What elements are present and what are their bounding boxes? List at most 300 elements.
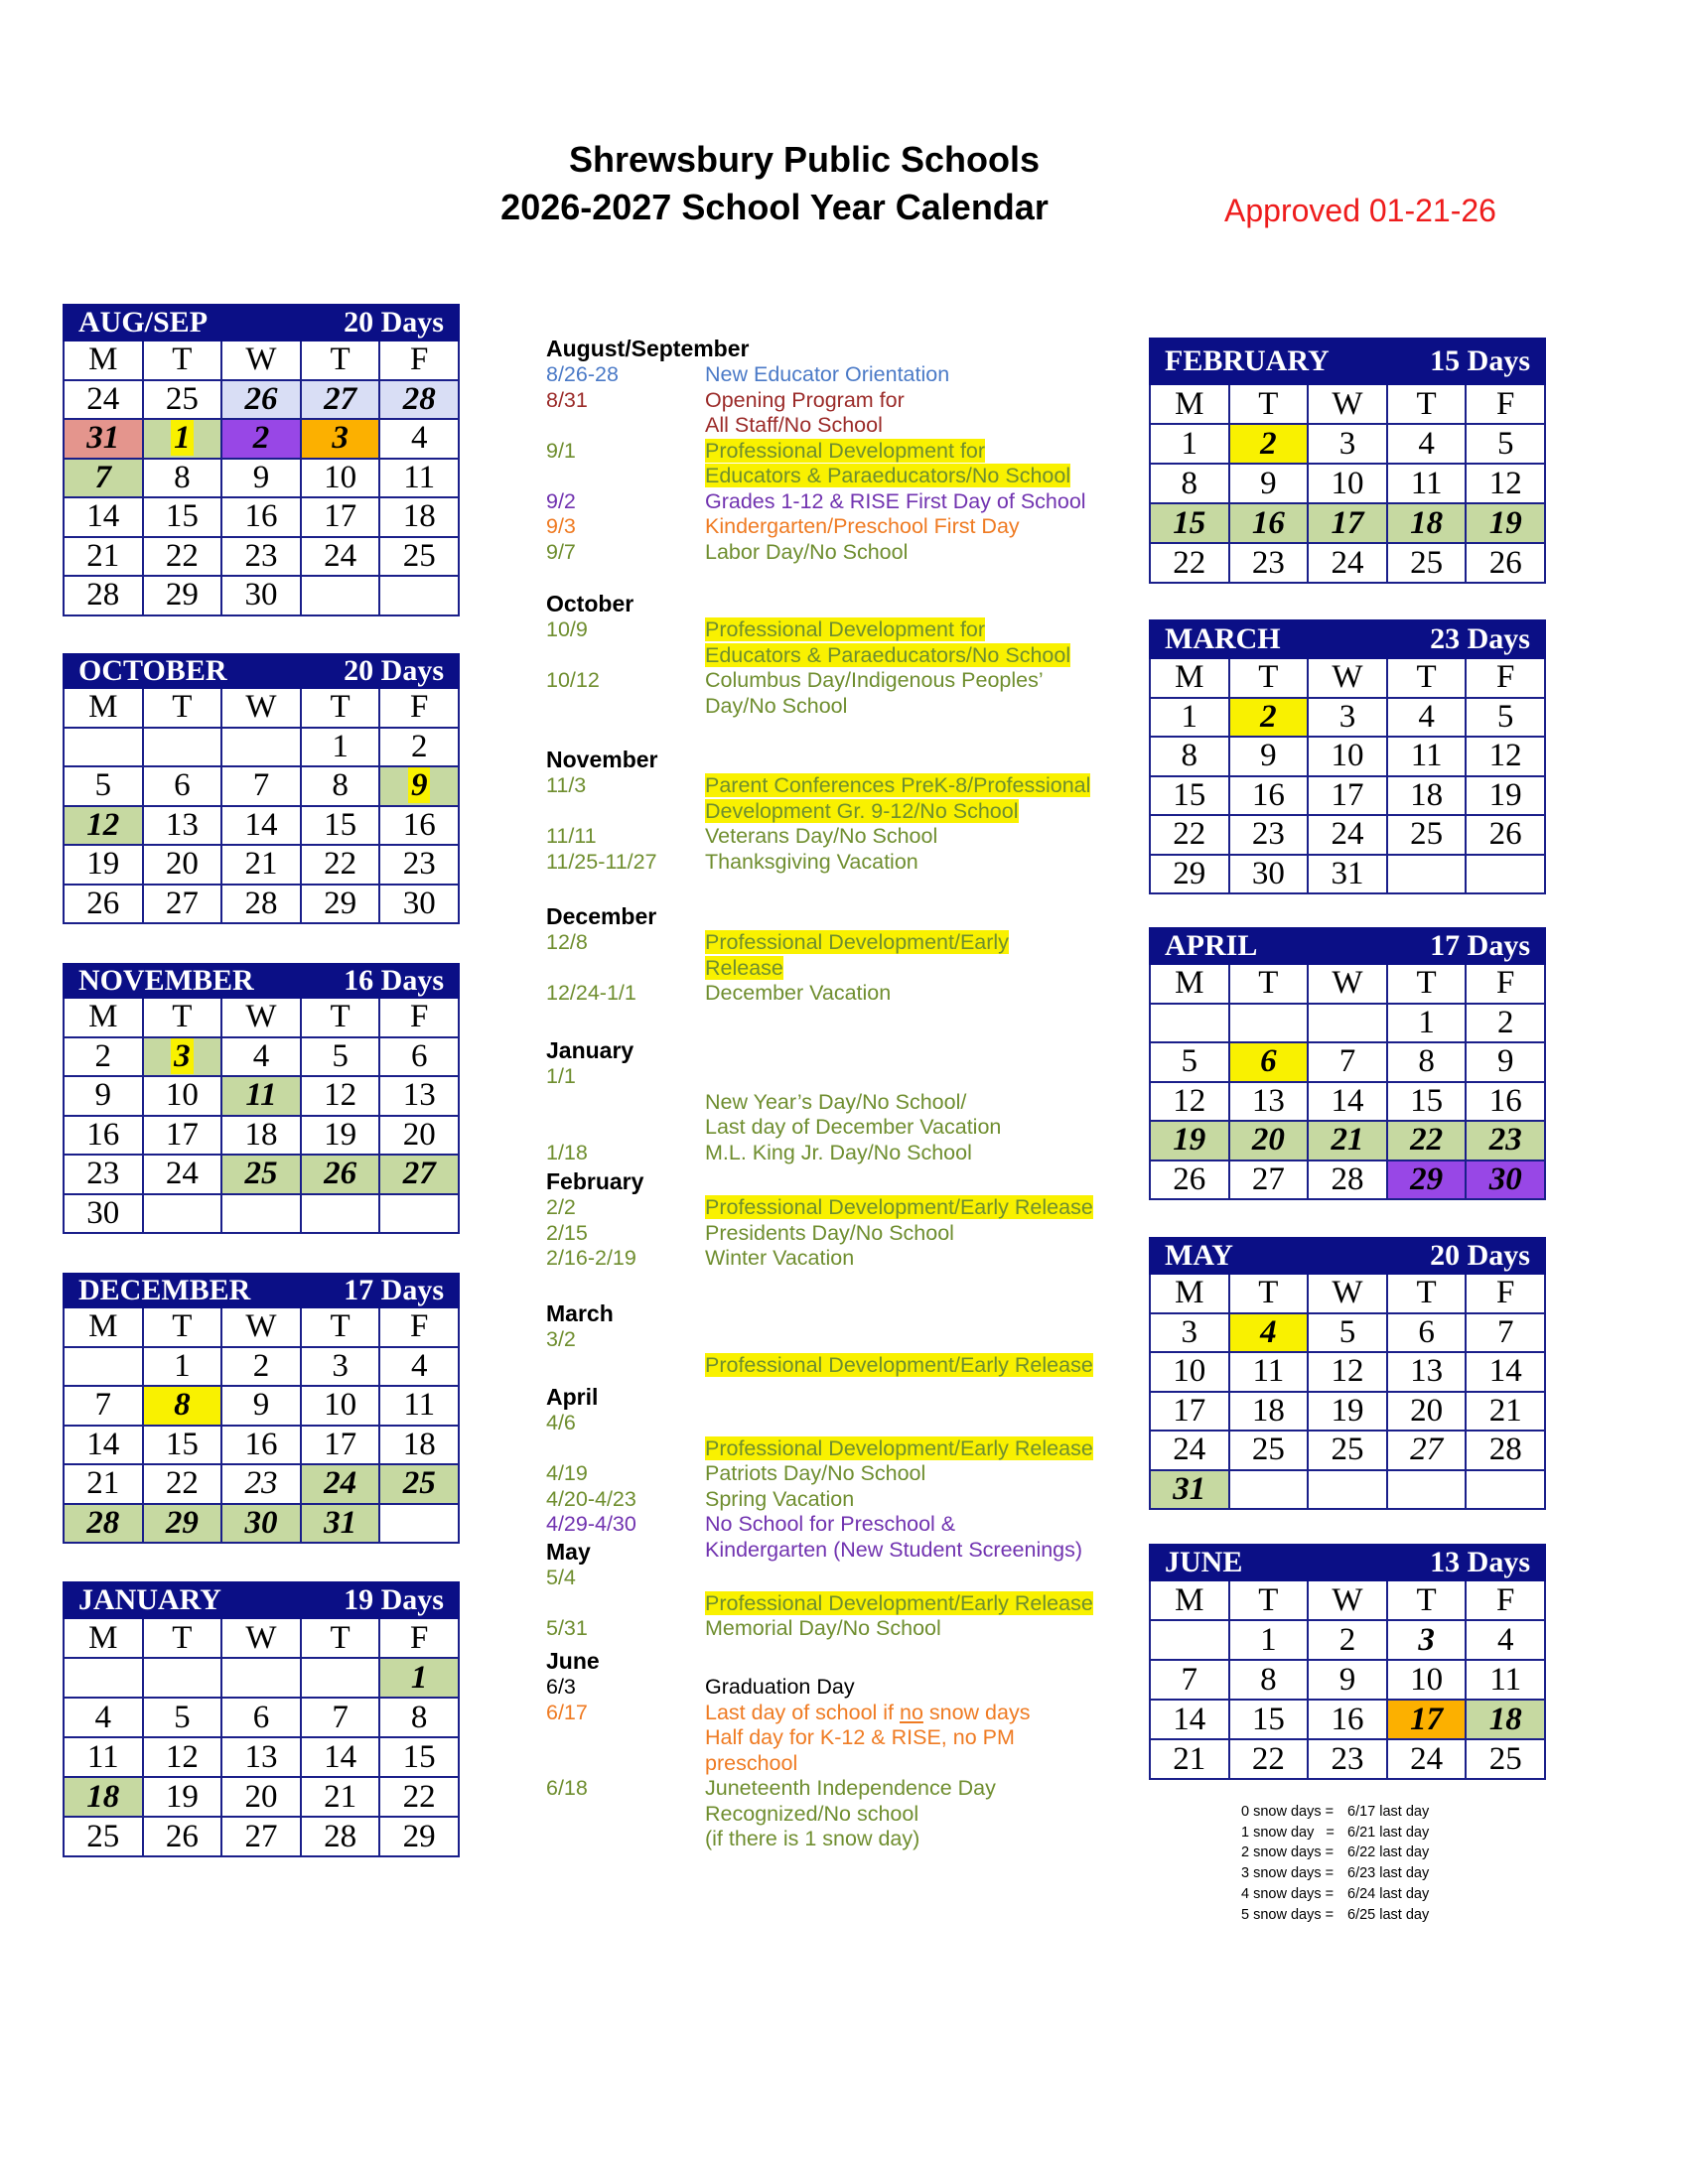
- weekday-header: F: [1466, 1580, 1545, 1620]
- empty-cell: [1466, 1470, 1545, 1510]
- note-text: [705, 930, 1132, 981]
- note-text: [705, 1327, 1132, 1378]
- note-line: Educators & Paraeducators/No School: [705, 464, 1071, 487]
- note-date: 2/16-2/19: [546, 1246, 636, 1270]
- note-line: Professional Development/Early Release: [705, 1435, 1093, 1460]
- calendar-april: [1149, 927, 1546, 1200]
- note-text: [705, 489, 1132, 515]
- note-row: [546, 1141, 1142, 1166]
- note-row: [546, 981, 1142, 1007]
- day-cell: 20: [221, 1777, 301, 1817]
- day-cell: 4: [221, 1037, 301, 1077]
- day-cell: 10: [301, 459, 380, 498]
- day-cell: 4: [1229, 1313, 1309, 1353]
- day-cell: 3: [301, 1347, 380, 1387]
- weekday-header: F: [379, 341, 459, 380]
- day-cell: 29: [1150, 855, 1229, 894]
- day-cell: 25: [143, 380, 222, 420]
- day-cell: 11: [1387, 737, 1467, 776]
- note-line: Professional Development/Early: [705, 930, 1009, 954]
- note-line: Professional Development/Early Release: [705, 1195, 1093, 1219]
- day-cell: 18: [1387, 503, 1467, 543]
- day-cell: 26: [1466, 815, 1545, 855]
- weekday-header: T: [143, 998, 222, 1037]
- notes-section-heading: November: [546, 747, 658, 772]
- school-days-count: 23 Days: [1387, 620, 1545, 658]
- day-cell: 1: [1150, 698, 1229, 738]
- note-row: [546, 1195, 1142, 1221]
- calendar-october: [63, 653, 460, 924]
- day-cell: 16: [1229, 503, 1309, 543]
- day-cell: [143, 419, 222, 459]
- weekday-header: T: [143, 341, 222, 380]
- snow-day-count: 1 snow day =: [1241, 1824, 1335, 1841]
- day-cell: 18: [1466, 1700, 1545, 1739]
- day-cell: 8: [1150, 464, 1229, 503]
- note-text: [705, 1776, 1132, 1852]
- day-cell: [143, 1037, 222, 1077]
- note-row: [546, 439, 1142, 489]
- day-cell: 1: [1387, 1004, 1467, 1043]
- note-date: 11/11: [546, 824, 597, 848]
- day-cell: 17: [301, 497, 380, 537]
- day-cell: 22: [1387, 1121, 1467, 1160]
- day-cell: 22: [143, 537, 222, 577]
- empty-cell: [301, 1194, 380, 1234]
- day-cell: 14: [301, 1737, 380, 1777]
- weekday-header: M: [1150, 1274, 1229, 1313]
- weekday-header: T: [1387, 1274, 1467, 1313]
- empty-cell: [221, 728, 301, 767]
- day-cell: 15: [379, 1737, 459, 1777]
- day-cell: 27: [379, 1155, 459, 1194]
- school-days-count: 17 Days: [1387, 928, 1545, 964]
- day-cell: 16: [221, 497, 301, 537]
- day-cell: 1: [301, 728, 380, 767]
- note-date: 5/4: [546, 1566, 576, 1589]
- day-cell: 29: [143, 1504, 222, 1544]
- note-line: [705, 1566, 1132, 1591]
- day-cell: 12: [1466, 737, 1545, 776]
- note-text: [705, 668, 1132, 719]
- day-cell: 19: [64, 845, 143, 885]
- note-text: [705, 362, 1132, 388]
- day-cell: 25: [379, 537, 459, 577]
- notes-section-heading: December: [546, 903, 657, 929]
- weekday-header: F: [379, 1307, 459, 1347]
- last-day-value: 6/25 last day: [1347, 1906, 1430, 1923]
- day-cell: 5: [64, 766, 143, 806]
- day-cell: 29: [1387, 1160, 1467, 1200]
- day-cell: 24: [301, 1464, 380, 1504]
- highlighted-day: 9: [408, 767, 431, 803]
- day-cell: 11: [64, 1737, 143, 1777]
- note-line: Half day for K-12 & RISE, no PM: [705, 1725, 1015, 1749]
- weekday-header: W: [1308, 384, 1387, 424]
- weekday-header: T: [143, 688, 222, 728]
- day-cell: 2: [1229, 424, 1309, 464]
- day-cell: 13: [143, 806, 222, 846]
- day-cell: 6: [221, 1698, 301, 1737]
- day-cell: 4: [379, 1347, 459, 1387]
- day-cell: 10: [1308, 464, 1387, 503]
- day-cell: 25: [221, 1155, 301, 1194]
- empty-cell: [1308, 1004, 1387, 1043]
- notes-section: [546, 1168, 1142, 1272]
- day-cell: 11: [221, 1076, 301, 1116]
- day-cell: 25: [1466, 1739, 1545, 1779]
- weekday-header: M: [64, 341, 143, 380]
- school-days-count: 13 Days: [1387, 1545, 1545, 1580]
- note-line: Professional Development/Early Release: [705, 1352, 1093, 1377]
- notes-section: [546, 1384, 1142, 1563]
- day-cell: 29: [301, 885, 380, 924]
- weekday-header: F: [379, 998, 459, 1037]
- note-text: [705, 1064, 1132, 1141]
- day-cell: 25: [1308, 1431, 1387, 1470]
- day-cell: 26: [1466, 543, 1545, 583]
- day-cell: 16: [1308, 1700, 1387, 1739]
- day-cell: 19: [143, 1777, 222, 1817]
- note-text: [705, 514, 1132, 540]
- last-day-value: 6/23 last day: [1347, 1865, 1430, 1882]
- day-cell: 30: [221, 576, 301, 615]
- note-line: Development Gr. 9-12/No School: [705, 798, 1019, 823]
- note-text: [705, 773, 1132, 824]
- note-row: [546, 388, 1142, 439]
- day-cell: 11: [1229, 1352, 1309, 1392]
- day-cell: 17: [301, 1426, 380, 1465]
- day-cell: 7: [64, 1386, 143, 1426]
- day-cell: 11: [379, 1386, 459, 1426]
- weekday-header: T: [1387, 658, 1467, 698]
- note-line: No School for Preschool &: [705, 1512, 956, 1536]
- day-cell: 3: [1150, 1313, 1229, 1353]
- empty-cell: [143, 1194, 222, 1234]
- day-cell: 3: [301, 419, 380, 459]
- note-line: Juneteenth Independence Day: [705, 1776, 996, 1800]
- month-name: MARCH: [1150, 620, 1387, 658]
- note-date: 4/19: [546, 1461, 588, 1485]
- weekday-header: W: [1308, 658, 1387, 698]
- day-cell: 7: [1466, 1313, 1545, 1353]
- weekday-header: T: [301, 998, 380, 1037]
- day-cell: 21: [301, 1777, 380, 1817]
- note-date: 6/17: [546, 1700, 588, 1724]
- note-row: [546, 773, 1142, 824]
- day-cell: 17: [1308, 503, 1387, 543]
- highlighted-day: 3: [171, 1038, 194, 1074]
- day-cell: 19: [301, 1116, 380, 1156]
- day-cell: 22: [143, 1464, 222, 1504]
- weekday-header: M: [64, 688, 143, 728]
- note-line: [705, 1064, 1132, 1090]
- day-cell: 26: [1150, 1160, 1229, 1200]
- note-row: [546, 1675, 1142, 1701]
- day-cell: 8: [143, 1386, 222, 1426]
- day-cell: 23: [64, 1155, 143, 1194]
- day-cell: 9: [64, 1076, 143, 1116]
- empty-cell: [1466, 855, 1545, 894]
- weekday-header: W: [221, 1307, 301, 1347]
- day-cell: 28: [64, 576, 143, 615]
- day-cell: 16: [221, 1426, 301, 1465]
- note-line: Kindergarten (New Student Screenings): [705, 1537, 1083, 1562]
- weekday-header: T: [1387, 964, 1467, 1004]
- note-row: [546, 1487, 1142, 1513]
- last-day-value: 6/22 last day: [1347, 1844, 1430, 1861]
- day-cell: 16: [1229, 776, 1309, 816]
- day-cell: 13: [1387, 1352, 1467, 1392]
- day-cell: 28: [221, 885, 301, 924]
- day-cell: 7: [221, 766, 301, 806]
- note-date: 11/25-11/27: [546, 849, 657, 874]
- day-cell: 15: [301, 806, 380, 846]
- notes-section-heading: October: [546, 591, 634, 616]
- weekday-header: T: [1229, 1274, 1309, 1313]
- day-cell: 25: [1387, 543, 1467, 583]
- note-date: 9/1: [546, 438, 576, 463]
- weekday-header: T: [301, 688, 380, 728]
- weekday-header: W: [1308, 1580, 1387, 1620]
- day-cell: 30: [1466, 1160, 1545, 1200]
- note-date: 6/3: [546, 1675, 576, 1699]
- day-cell: 4: [1387, 424, 1467, 464]
- day-cell: 17: [1150, 1392, 1229, 1432]
- day-cell: 6: [379, 1037, 459, 1077]
- calendar-june: [1149, 1544, 1546, 1780]
- day-cell: 26: [143, 1817, 222, 1856]
- note-line: preschool: [705, 1750, 798, 1775]
- calendar-march: [1149, 619, 1546, 894]
- day-cell: 24: [1150, 1431, 1229, 1470]
- note-row: [546, 1064, 1142, 1141]
- last-day-value: 6/24 last day: [1347, 1885, 1430, 1902]
- note-date: 1/18: [546, 1140, 588, 1164]
- day-cell: 6: [143, 766, 222, 806]
- day-cell: 8: [1229, 1660, 1309, 1700]
- day-cell: 9: [221, 1386, 301, 1426]
- weekday-header: M: [64, 998, 143, 1037]
- day-cell: 30: [221, 1504, 301, 1544]
- note-line: [705, 1411, 1132, 1436]
- day-cell: 22: [1150, 543, 1229, 583]
- note-line: Memorial Day/No School: [705, 1616, 941, 1640]
- day-cell: 22: [1150, 815, 1229, 855]
- empty-cell: [1387, 1470, 1467, 1510]
- day-cell: [379, 766, 459, 806]
- day-cell: 31: [1308, 855, 1387, 894]
- day-cell: 24: [1387, 1739, 1467, 1779]
- note-row: [546, 930, 1142, 981]
- notes-section: [546, 747, 1142, 875]
- day-cell: 7: [1150, 1660, 1229, 1700]
- day-cell: 18: [1229, 1392, 1309, 1432]
- day-cell: 18: [1387, 776, 1467, 816]
- note-date: 3/2: [546, 1327, 576, 1351]
- weekday-header: W: [221, 688, 301, 728]
- notes-section-heading: January: [546, 1037, 634, 1063]
- empty-cell: [1150, 1004, 1229, 1043]
- note-text: [705, 981, 1132, 1007]
- note-text: [705, 1461, 1132, 1487]
- day-cell: 18: [379, 497, 459, 537]
- day-cell: 2: [221, 1347, 301, 1387]
- snow-day-count: 2 snow days =: [1241, 1844, 1335, 1861]
- weekday-header: F: [379, 1618, 459, 1658]
- weekday-header: T: [1387, 1580, 1467, 1620]
- day-cell: 4: [64, 1698, 143, 1737]
- day-cell: 23: [1229, 543, 1309, 583]
- snow-day-count: 5 snow days =: [1241, 1906, 1335, 1923]
- day-cell: 25: [1387, 815, 1467, 855]
- day-cell: 17: [143, 1116, 222, 1156]
- weekday-header: W: [1308, 1274, 1387, 1313]
- day-cell: 27: [1229, 1160, 1309, 1200]
- notes-section: [546, 1300, 1142, 1378]
- note-text: [705, 850, 1132, 876]
- day-cell: 21: [64, 1464, 143, 1504]
- day-cell: 14: [64, 497, 143, 537]
- note-date: 5/31: [546, 1616, 588, 1640]
- day-cell: 9: [1466, 1042, 1545, 1082]
- notes-section: [546, 1037, 1142, 1165]
- day-cell: 3: [1387, 1620, 1467, 1660]
- day-cell: 13: [221, 1737, 301, 1777]
- note-line: Graduation Day: [705, 1675, 855, 1699]
- day-cell: 5: [1308, 1313, 1387, 1353]
- day-cell: 1: [379, 1658, 459, 1698]
- note-text: [705, 1246, 1132, 1272]
- note-date: 9/2: [546, 488, 576, 513]
- school-days-count: 20 Days: [301, 654, 459, 688]
- day-cell: 1: [1229, 1620, 1309, 1660]
- empty-cell: [301, 1658, 380, 1698]
- day-cell: 25: [379, 1464, 459, 1504]
- day-cell: 13: [379, 1076, 459, 1116]
- day-cell: 27: [301, 380, 380, 420]
- day-cell: 30: [1229, 855, 1309, 894]
- day-cell: 24: [1308, 543, 1387, 583]
- day-cell: 12: [143, 1737, 222, 1777]
- note-row: [546, 617, 1142, 668]
- day-cell: 8: [1150, 737, 1229, 776]
- note-line: Thanksgiving Vacation: [705, 849, 918, 874]
- day-cell: 7: [301, 1698, 380, 1737]
- day-cell: 3: [1308, 424, 1387, 464]
- calendar-november: [63, 963, 460, 1234]
- empty-cell: [64, 1347, 143, 1387]
- day-cell: 16: [1466, 1082, 1545, 1122]
- day-cell: 29: [379, 1817, 459, 1856]
- day-cell: 23: [221, 537, 301, 577]
- notes-section-heading: August/September: [546, 336, 750, 361]
- note-line: Last day of school if no snow days: [705, 1700, 1031, 1724]
- weekday-header: M: [1150, 658, 1229, 698]
- day-cell: 15: [1150, 776, 1229, 816]
- day-cell: 9: [1229, 737, 1309, 776]
- month-name: FEBRUARY: [1150, 339, 1387, 384]
- day-cell: 21: [1308, 1121, 1387, 1160]
- note-line: New Educator Orientation: [705, 362, 950, 386]
- day-cell: 19: [1308, 1392, 1387, 1432]
- note-line: Kindergarten/Preschool First Day: [705, 514, 1020, 538]
- note-text: [705, 1195, 1132, 1221]
- empty-cell: [1229, 1470, 1309, 1510]
- empty-cell: [301, 576, 380, 615]
- day-cell: 4: [1466, 1620, 1545, 1660]
- note-date: 6/18: [546, 1776, 588, 1800]
- weekday-header: M: [1150, 964, 1229, 1004]
- weekday-header: W: [221, 1618, 301, 1658]
- day-cell: 31: [301, 1504, 380, 1544]
- day-cell: 10: [301, 1386, 380, 1426]
- day-cell: 21: [1150, 1739, 1229, 1779]
- empty-cell: [1229, 1004, 1309, 1043]
- day-cell: 12: [1150, 1082, 1229, 1122]
- day-cell: 7: [64, 459, 143, 498]
- month-name: JANUARY: [64, 1582, 301, 1618]
- note-text: [705, 1566, 1132, 1616]
- day-cell: 11: [1387, 464, 1467, 503]
- note-row: [546, 1411, 1142, 1461]
- empty-cell: [1387, 855, 1467, 894]
- day-cell: 2: [1466, 1004, 1545, 1043]
- note-line: Columbus Day/Indigenous Peoples’: [705, 668, 1044, 692]
- note-text: [705, 1701, 1132, 1777]
- school-days-count: 20 Days: [1387, 1238, 1545, 1274]
- note-date: 10/12: [546, 668, 600, 692]
- day-cell: 8: [143, 459, 222, 498]
- day-cell: 8: [1387, 1042, 1467, 1082]
- note-line: Professional Development/Early Release: [705, 1590, 1093, 1615]
- note-row: [546, 362, 1142, 388]
- weekday-header: T: [1229, 964, 1309, 1004]
- snow-day-row: [1241, 1863, 1429, 1884]
- note-line: Opening Program for: [705, 387, 905, 412]
- weekday-header: T: [301, 1618, 380, 1658]
- note-line: All Staff/No School: [705, 413, 883, 437]
- day-cell: 23: [221, 1464, 301, 1504]
- day-cell: 4: [1387, 698, 1467, 738]
- note-text: [705, 1675, 1132, 1701]
- snow-day-row: [1241, 1802, 1429, 1823]
- day-cell: 11: [379, 459, 459, 498]
- day-cell: 21: [64, 537, 143, 577]
- note-date: 10/9: [546, 617, 588, 641]
- note-line: Last day of December Vacation: [705, 1115, 1002, 1139]
- notes-section-heading: May: [546, 1539, 591, 1565]
- weekday-header: W: [221, 341, 301, 380]
- note-line: Educators & Paraeducators/No School: [705, 642, 1071, 667]
- note-date: 9/3: [546, 514, 576, 538]
- day-cell: 10: [1387, 1660, 1467, 1700]
- month-name: MAY: [1150, 1238, 1387, 1274]
- notes-section: [546, 1648, 1142, 1852]
- note-line: Winter Vacation: [705, 1246, 855, 1270]
- notes-section: [546, 903, 1142, 1007]
- empty-cell: [379, 576, 459, 615]
- note-date: 2/15: [546, 1220, 588, 1245]
- day-cell: 26: [221, 380, 301, 420]
- school-days-count: 16 Days: [301, 964, 459, 998]
- note-row: [546, 1701, 1142, 1777]
- day-cell: 20: [379, 1116, 459, 1156]
- day-cell: 22: [301, 845, 380, 885]
- day-cell: 23: [1466, 1121, 1545, 1160]
- day-cell: 24: [64, 380, 143, 420]
- day-cell: 12: [64, 806, 143, 846]
